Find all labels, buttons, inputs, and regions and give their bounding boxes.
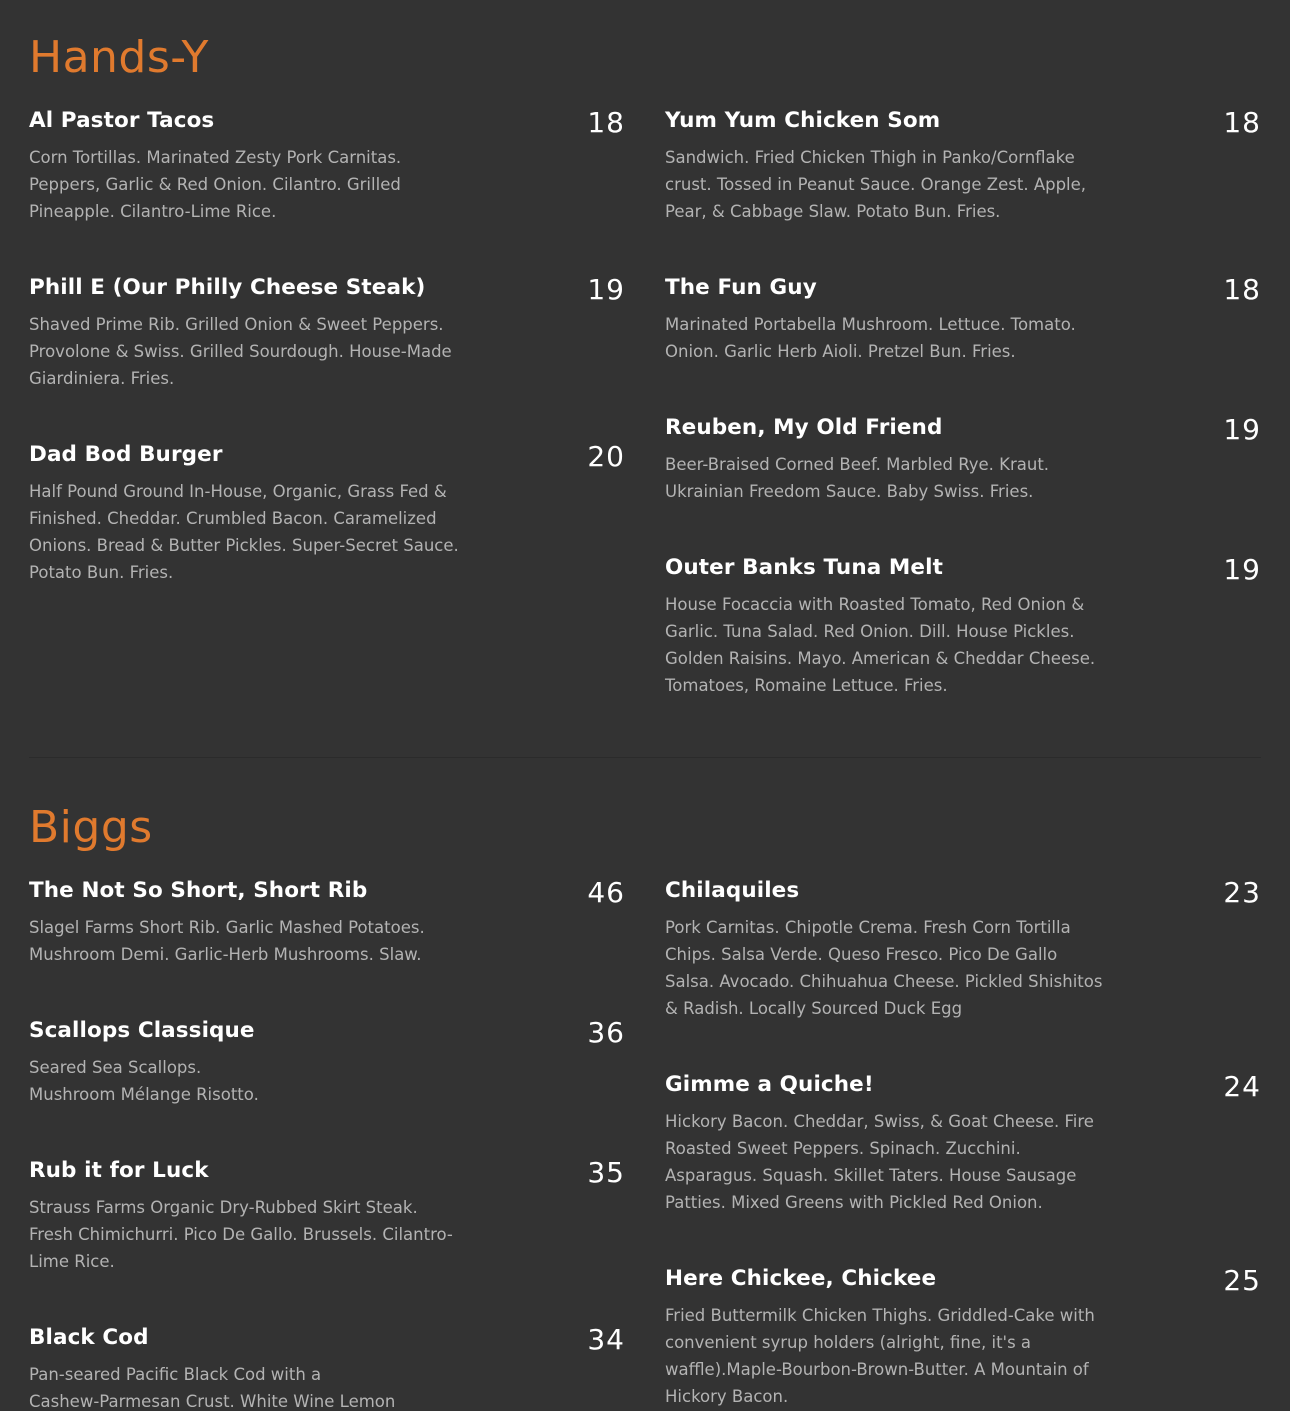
item-name: Reuben, My Old Friend: [665, 415, 943, 440]
item-price: 36: [587, 1016, 625, 1049]
section-title-biggs: Biggs: [29, 802, 153, 853]
item-description: Corn Tortillas. Marinated Zesty Pork Carnitas. Peppers, Garlic & Red Onion. Cilantro. Grilled Pineapple. Cilantro-Lime Rice.: [29, 148, 402, 221]
section-title-hands-y: Hands-Y: [29, 32, 209, 83]
item-price: 18: [587, 106, 625, 139]
item-price: 19: [1223, 553, 1261, 586]
item-description: House Focaccia with Roasted Tomato, Red Onion & Garlic. Tuna Salad. Red Onion. Dill. House Pickles. Golden Raisins. Mayo. American & Cheddar Cheese. Tomatoes, Romaine Lettuce. Fries.: [665, 595, 1096, 695]
item-price: 18: [1223, 106, 1261, 139]
item-description: Sandwich. Fried Chicken Thigh in Panko/Cornflake crust. Tossed in Peanut Sauce. Orange Zest. Apple, Pear, & Cabbage Slaw. Potato Bun. Fries.: [665, 148, 1087, 221]
item-name: Phill E (Our Philly Cheese Steak): [29, 275, 426, 300]
item-price: 18: [1223, 273, 1261, 306]
item-description: Seared Sea Scallops. Mushroom Mélange Risotto.: [29, 1058, 259, 1104]
item-description: Pan-seared Pacific Black Cod with a Cashew-Parmesan Crust. White Wine Lemon: [29, 1365, 396, 1411]
item-description: Pork Carnitas. Chipotle Crema. Fresh Corn Tortilla Chips. Salsa Verde. Queso Fresco. Pico De Gallo Salsa. Avocado. Chihuahua Cheese. Pickled Shishitos & Radish. Locally Sourced Duck Egg: [665, 918, 1103, 1018]
item-price: 19: [1223, 413, 1261, 446]
item-name: Rub it for Luck: [29, 1158, 209, 1183]
item-description: Fried Buttermilk Chicken Thighs. Griddled-Cake with convenient syrup holders (alright, fine, it's a waffle).Maple-Bourbon-Brown-Butter. A Mountain of Hickory Bacon.: [665, 1306, 1095, 1406]
item-price: 24: [1223, 1070, 1261, 1103]
section-divider: [29, 757, 1261, 758]
item-description: Half Pound Ground In-House, Organic, Grass Fed & Finished. Cheddar. Crumbled Bacon. Caramelized Onions. Bread & Butter Pickles. Super-Secret Sauce. Potato Bun. Fries.: [29, 482, 459, 582]
item-price: 19: [587, 273, 625, 306]
item-price: 46: [587, 876, 625, 909]
item-price: 23: [1223, 876, 1261, 909]
item-name: Dad Bod Burger: [29, 442, 223, 467]
item-name: Scallops Classique: [29, 1018, 255, 1043]
item-name: Gimme a Quiche!: [665, 1072, 874, 1097]
item-price: 35: [587, 1156, 625, 1189]
item-description: Hickory Bacon. Cheddar, Swiss, & Goat Cheese. Fire Roasted Sweet Peppers. Spinach. Zucchini. Asparagus. Squash. Skillet Taters. House Sausage Patties. Mixed Greens with Pickled Red Onion.: [665, 1112, 1094, 1212]
item-name: Black Cod: [29, 1325, 149, 1350]
item-price: 20: [587, 440, 625, 473]
item-price: 25: [1223, 1264, 1261, 1297]
item-name: Outer Banks Tuna Melt: [665, 555, 943, 580]
item-name: Al Pastor Tacos: [29, 108, 215, 133]
item-name: Chilaquiles: [665, 878, 800, 903]
item-price: 34: [587, 1323, 625, 1356]
item-name: Yum Yum Chicken Som: [665, 108, 941, 133]
item-description: Shaved Prime Rib. Grilled Onion & Sweet Peppers. Provolone & Swiss. Grilled Sourdough. House-Made Giardiniera. Fries.: [29, 315, 452, 388]
item-name: The Fun Guy: [665, 275, 817, 300]
item-name: Here Chickee, Chickee: [665, 1266, 937, 1291]
item-description: Slagel Farms Short Rib. Garlic Mashed Potatoes. Mushroom Demi. Garlic-Herb Mushrooms. Slaw.: [29, 918, 425, 964]
item-description: Strauss Farms Organic Dry-Rubbed Skirt Steak. Fresh Chimichurri. Pico De Gallo. Brussels. Cilantro- Lime Rice.: [29, 1198, 453, 1271]
item-description: Beer-Braised Corned Beef. Marbled Rye. Kraut. Ukrainian Freedom Sauce. Baby Swiss. Fries.: [665, 455, 1050, 501]
item-name: The Not So Short, Short Rib: [29, 878, 368, 903]
item-description: Marinated Portabella Mushroom. Lettuce. Tomato. Onion. Garlic Herb Aioli. Pretzel Bun. Fries.: [665, 315, 1076, 361]
